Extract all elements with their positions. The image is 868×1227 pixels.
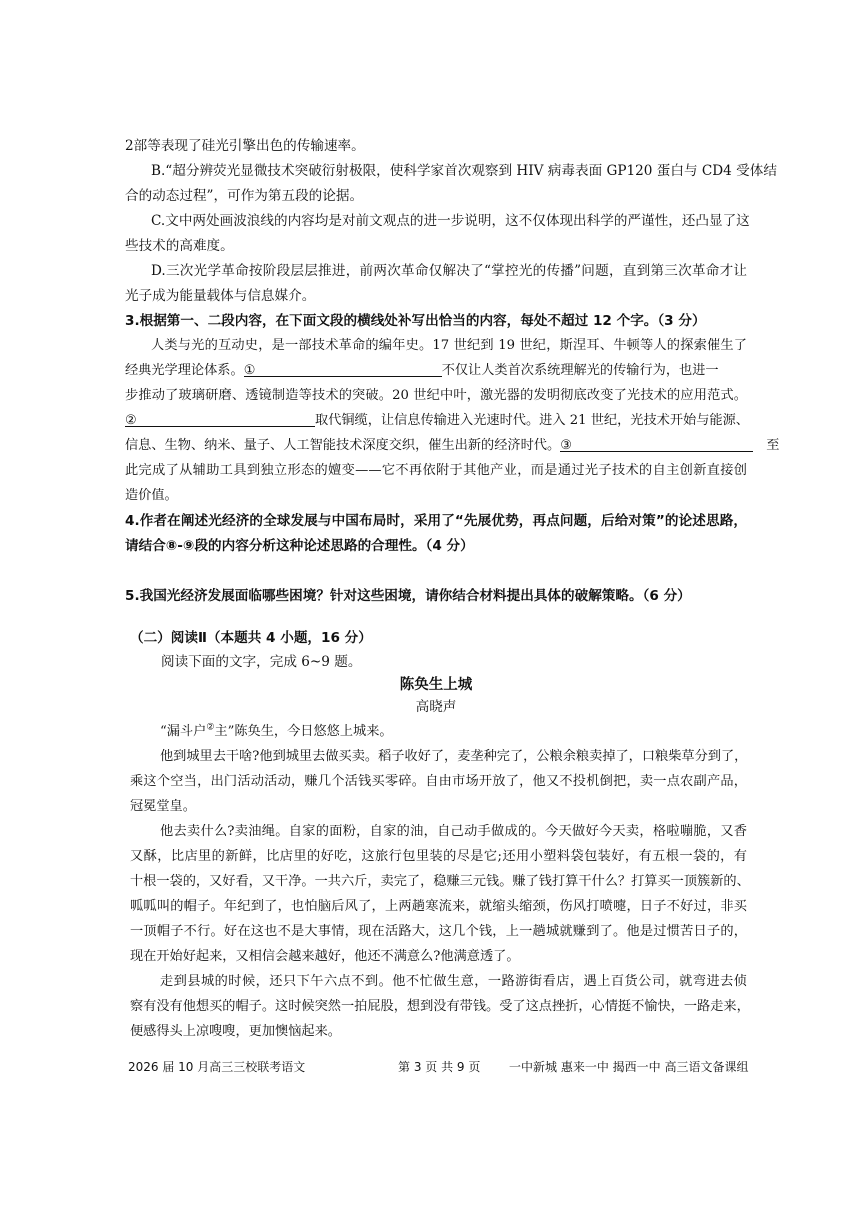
- answer-blank-1[interactable]: [244, 361, 442, 377]
- section-2-header: （二）阅读Ⅱ（本题共 4 小题，16 分）: [130, 630, 372, 646]
- story-p1-end: 主”陈奂生，今日悠悠上城来。: [214, 724, 393, 739]
- story-p3-line4: 呱呱叫的帽子。年纪到了，也怕脑后风了，上两趟寒流来，就缩头缩颈，伤风打喷嚏，日子不好过，非买: [130, 899, 747, 914]
- story-p2-line3: 冠冕堂皇。: [130, 799, 196, 814]
- q3-line2: [125, 361, 747, 381]
- option-b-line2: 合的动态过程”，可作为第五段的论据。: [125, 188, 364, 204]
- q3-line5-start: 信息、生物、纳米、量子、人工智能技术深度交织，催生出新的经济时代。: [125, 438, 561, 453]
- story-p2-line2: 乘这个空当，出门活动活动，赚几个活钱买零碎。自由市场开放了，他又不投机倒把，卖一点农副产品，: [130, 774, 747, 789]
- q3-line2-end: 不仅让人类首次系统理解光的传输行为，也进一: [441, 363, 719, 378]
- story-title: 陈奂生上城: [399, 677, 473, 693]
- story-p1: [160, 722, 756, 742]
- blank-3-marker: ③: [560, 438, 573, 453]
- q3-line3: 步推动了玻璃研磨、透镜制造等技术的突破。20 世纪中叶，激光器的发明彻底改变了光技术的应用范式。: [125, 388, 747, 403]
- option-a-continuation: 2部等表现了硅光引擎出色的传输速率。: [125, 138, 365, 154]
- story-p3-line1: 他去卖什么?卖油绳。自家的面粉，自家的油，自己动手做成的。今天做好今天卖，格啦嘣脆，又香: [160, 824, 747, 839]
- footer-schools: 一中新城 惠来一中 揭西一中 高三语文备课组: [509, 1060, 749, 1074]
- story-p3-line2: 又酥，比店里的新鲜，比店里的好吃，这旅行包里装的尽是它;还用小塑料袋包装好，有五根一袋的，有: [130, 849, 747, 864]
- option-d-line1: D.三次光学革命按阶段层层推进，前两次革命仅解决了“掌控光的传播”问题，直到第三次革命才让: [151, 263, 747, 279]
- story-p4-line2: 察有没有他想买的帽子。这时候突然一拍屁股，想到没有带钱。受了这点挫折，心情挺不愉快，一路走来，: [130, 999, 750, 1014]
- q3-line4-end: 取代铜缆，让信息传输进入光速时代。进入 21 世纪，光技术开始与能源、: [315, 413, 749, 428]
- question-3-title: 3.根据第一、二段内容，在下面文段的横线处补写出恰当的内容，每处不超过 12 个字。（3 分）: [125, 313, 706, 329]
- q3-line1: 人类与光的互动史，是一部技术革命的编年史。17 世纪到 19 世纪，斯涅耳、牛顿等人的探索催生了: [151, 338, 747, 353]
- q3-line4: [125, 411, 747, 431]
- story-p3-line5: 一顶帽子不行。好在这也不是大事情，现在活路大，这几个钱，上一趟城就赚到了。他是过惯苦日子的，: [130, 924, 747, 939]
- question-4-line2: 请结合⑧-⑨段的内容分析这种论述思路的合理性。（4 分）: [125, 538, 474, 554]
- question-5: 5.我国光经济发展面临哪些困境？针对这些困境，请你结合材料提出具体的破解策略。（6 分）: [125, 588, 691, 604]
- story-p4-line3: 便感得头上凉嗖嗖，更加懊恼起来。: [130, 1024, 341, 1039]
- q3-line5-end: 至: [766, 438, 780, 453]
- option-c-line1: C.文中两处画波浪线的内容均是对前文观点的进一步说明，这不仅体现出科学的严谨性，还凸显了这: [151, 213, 750, 229]
- blank-2-marker: ②: [125, 413, 137, 428]
- story-p1-start: “漏斗户: [160, 724, 207, 739]
- answer-blank-2[interactable]: [125, 411, 315, 427]
- option-c-line2: 些技术的高难度。: [125, 238, 234, 254]
- q3-line5: [125, 436, 780, 456]
- story-p4-line1: 走到县城的时候，还只下午六点不到。他不忙做生意，一路游街看店，遇上百货公司，就弯进去侦: [160, 974, 747, 989]
- answer-blank-3[interactable]: [560, 436, 753, 452]
- q3-line7: 造价值。: [125, 488, 178, 503]
- footnote-marker-2: ②: [206, 722, 215, 733]
- footer-exam-name: 2026 届 10 月高三三校联考语文: [128, 1060, 306, 1074]
- story-p3-line6: 现在开始好起来，又相信会越来越好，他还不满意么?他满意透了。: [130, 949, 520, 964]
- q3-line6: 此完成了从辅助工具到独立形态的嬗变——它不再依附于其他产业，而是通过光子技术的自主创新直接创: [125, 463, 747, 478]
- story-author: 高晓声: [415, 699, 457, 715]
- question-4-line1: 4.作者在阐述光经济的全球发展与中国布局时，采用了“先展优势，再点问题，后给对策”的论述思路，: [125, 513, 747, 529]
- q3-line2-start: 经典光学理论体系。: [125, 363, 244, 378]
- option-b-line1: B.“超分辨荧光显微技术突破衍射极限，使科学家首次观察到 HIV 病毒表面 GP120 蛋白与 CD4 受体结: [151, 163, 777, 179]
- blank-1-marker: ①: [243, 363, 256, 378]
- story-p2-line1: 他到城里去干啥?他到城里去做买卖。稻子收好了，麦垄种完了，公粮余粮卖掉了，口粮柴草分到了，: [160, 749, 748, 764]
- story-p3-line3: 十根一袋的，又好看，又干净。一共六斤，卖完了，稳赚三元钱。赚了钱打算干什么？打算买一顶簇新的、: [130, 874, 750, 889]
- option-d-line2: 光子成为能量载体与信息媒介。: [125, 288, 316, 304]
- footer-page-number: 第 3 页 共 9 页: [398, 1060, 481, 1074]
- section-2-instruction: 阅读下面的文字，完成 6~9 题。: [161, 654, 362, 670]
